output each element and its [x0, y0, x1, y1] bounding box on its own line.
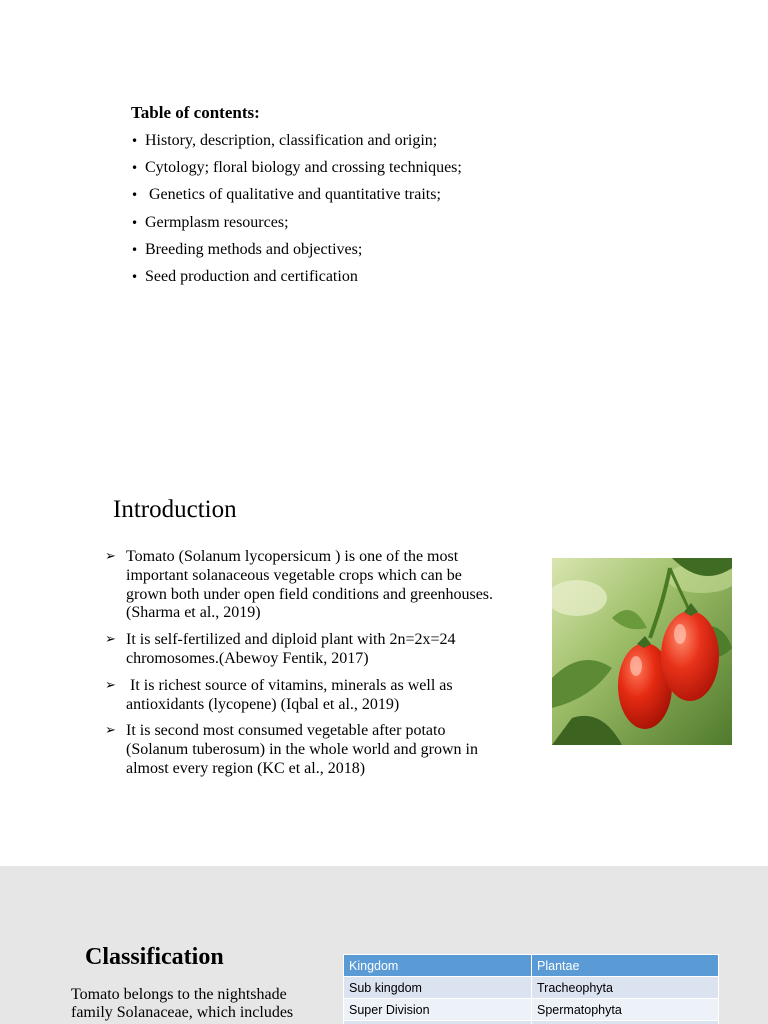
toc-item: • Breeding methods and objectives;	[131, 239, 462, 266]
toc-item: • Seed production and certification	[131, 266, 462, 293]
table-cell: Super Division	[344, 999, 532, 1021]
slide-classification	[0, 866, 768, 1024]
arrow-bullet-icon: ➢	[105, 632, 116, 648]
slide-table-of-contents	[0, 0, 768, 432]
toc-item: • Cytology; floral biology and crossing techniques;	[131, 157, 462, 184]
classification-title: Classification	[85, 944, 224, 970]
table-row-partial	[344, 1021, 719, 1024]
bullet-icon: •	[131, 215, 139, 230]
arrow-bullet-icon: ➢	[105, 723, 116, 739]
bullet-icon: •	[131, 269, 139, 284]
toc-item: • History, description, classification and origin;	[131, 130, 462, 157]
toc-title: Table of contents:	[131, 103, 260, 122]
intro-title: Introduction	[113, 496, 237, 523]
table-row	[344, 977, 719, 999]
table-cell: Tracheophyta	[532, 977, 719, 999]
bullet-icon: •	[131, 188, 139, 203]
intro-list	[105, 548, 505, 787]
bullet-icon: •	[131, 242, 139, 257]
table-header-cell: Plantae	[532, 955, 719, 977]
classification-table	[343, 954, 719, 1024]
table-header-cell: Kingdom	[344, 955, 532, 977]
arrow-bullet-icon: ➢	[105, 549, 116, 564]
table-row	[344, 999, 719, 1021]
table-cell: Sub kingdom	[344, 977, 532, 999]
bullet-icon: •	[131, 134, 139, 148]
intro-item: ➢ It is second most consumed vegetable after potato (Solanum tuberosum) in the whole world and grown in almost every region (KC et al., 2018)	[105, 722, 478, 777]
table-header-row	[344, 955, 719, 977]
intro-item: ➢ It is self-fertilized and diploid plant with 2n=2x=24 chromosomes.(Abewoy Fentik, 2017)	[105, 631, 456, 667]
classification-text: Tomato belongs to the nightshade family Solanaceae, which includes	[71, 986, 294, 1021]
intro-item: ➢ It is richest source of vitamins, minerals as well as antioxidants (lycopene) (Iqbal et al., 2019)	[105, 676, 457, 713]
tomato-photo	[552, 558, 732, 745]
toc-list	[131, 130, 462, 293]
arrow-bullet-icon: ➢	[105, 677, 116, 693]
toc-item: • Genetics of qualitative and quantitative traits;	[131, 184, 462, 211]
slide-introduction	[0, 432, 768, 866]
intro-item: ➢ Tomato (Solanum lycopersicum ) is one of the most important solanaceous vegetable crops which can be grown both under open field conditions and greenhouses.(Sharma et al., 2019)	[105, 548, 494, 622]
table-cell: Spermatophyta	[532, 999, 719, 1021]
bullet-icon: •	[131, 161, 139, 176]
toc-item: • Germplasm resources;	[131, 212, 462, 239]
